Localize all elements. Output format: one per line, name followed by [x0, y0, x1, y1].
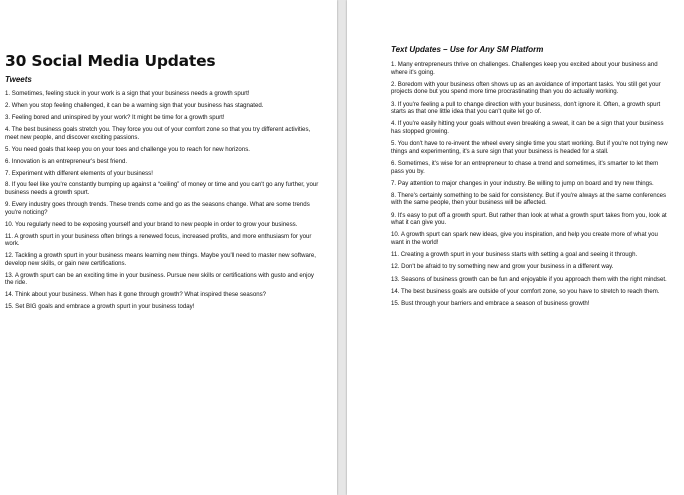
section-heading-tweets: Tweets — [5, 75, 32, 84]
list-item: 2. When you stop feeling challenged, it can be a warning sign that your business has stagnated. — [5, 101, 264, 109]
document-page-right — [347, 0, 684, 495]
list-item: 9. Every industry goes through trends. These trends come and go as the seasons change. What are some trends you're noticing? — [5, 201, 310, 216]
list-item: 13. Seasons of business growth can be fun and enjoyable if you approach them with the right mindset. — [391, 275, 667, 283]
list-item: 10. A growth spurt can spark new ideas, give you inspiration, and help you create more of what you want in the world! — [391, 231, 658, 247]
list-item: 14. The best business goals are outside of your comfort zone, so you have to stretch to reach them. — [391, 287, 660, 295]
list-item: 3. If you're feeling a pull to change direction with your business, don't ignore it. Often, a growth spurt starts as that one little idea that you can't quite let go of. — [391, 100, 661, 116]
list-item: 13. A growth spurt can be an exciting time in your business. Pursue new skills or certifications with gusto and enjoy the ride. — [5, 271, 314, 287]
list-item: 15. Bust through your barriers and embrace a season of business growth! — [391, 299, 590, 307]
document-page-left — [0, 0, 337, 495]
list-item: 15. Set BIG goals and embrace a growth spurt in your business today! — [5, 303, 195, 311]
document-title: 30 Social Media Updates — [5, 52, 216, 70]
list-item: 8. There's certainly something to be said for consistency. But if you're always at the same conferences with the same people, then your business will be affected. — [391, 191, 667, 207]
list-item: 4. If you're easily hitting your goals without even breaking a sweat, it can be a sign that your business has stopped growing. — [391, 120, 664, 135]
list-item: 3. Feeling bored and uninspired by your work? It might be time for a growth spurt! — [5, 113, 225, 121]
list-item: 14. Think about your business. When has it gone through growth? What inspired these seasons? — [5, 291, 267, 299]
list-item: 9. It's easy to put off a growth spurt. But rather than look at what a growth spurt takes from you, look at what it can give you. — [391, 211, 667, 227]
list-item: 7. Experiment with different elements of your business! — [5, 169, 153, 177]
list-item: 4. The best business goals stretch you. They force you out of your comfort zone so that you try different activities, meet new people, and discover exciting passions. — [5, 125, 311, 141]
list-item: 2. Boredom with your business often shows up as an avoidance of important tasks. You still get your projects done but you spend more time procrastinating than you do actually working. — [391, 80, 661, 96]
list-item: 1. Many entrepreneurs thrive on challenges. Challenges keep you excited about your business and where it's going. — [391, 61, 658, 76]
list-item: 5. You don't have to re-invent the wheel every single time you start working. But if you're not trying new things and experimenting, it's a sure sign that your business is headed for a stall. — [391, 140, 668, 155]
list-item: 1. Sometimes, feeling stuck in your work is a sign that your business needs a growth spurt! — [5, 90, 250, 97]
list-item: 8. If you feel like you're constantly bumping up against a “ceiling” of money or time and you can't go any further, your business needs a growth spurt. — [5, 181, 319, 197]
list-item: 12. Don't be afraid to try something new and grow your business in a different way. — [391, 263, 614, 271]
list-item: 7. Pay attention to major changes in your industry. Be willing to jump on board and try new things. — [391, 179, 654, 187]
list-item: 10. You regularly need to be exposing yourself and your brand to new people in order to grow your business. — [5, 220, 298, 228]
list-item: 6. Innovation is an entrepreneur's best friend. — [5, 157, 128, 165]
list-item: 6. Sometimes, it's wise for an entrepreneur to chase a trend and sometimes, it's smarter to let them pass you by. — [391, 159, 659, 175]
list-item: 5. You need goals that keep you on your toes and challenge you to reach for new horizons. — [5, 145, 250, 153]
list-item: 11. A growth spurt in your business often brings a renewed focus, increased profits, and more enthusiasm for your work. — [5, 232, 312, 248]
list-item: 11. Creating a growth spurt in your business starts with setting a goal and seeing it through. — [391, 251, 638, 259]
list-item: 12. Tackling a growth spurt in your business means learning new things. Maybe you'll need to master new software, develop new skills, or gain new certifications. — [5, 252, 316, 267]
section-heading-text-updates: Text Updates – Use for Any SM Platform — [391, 45, 544, 54]
